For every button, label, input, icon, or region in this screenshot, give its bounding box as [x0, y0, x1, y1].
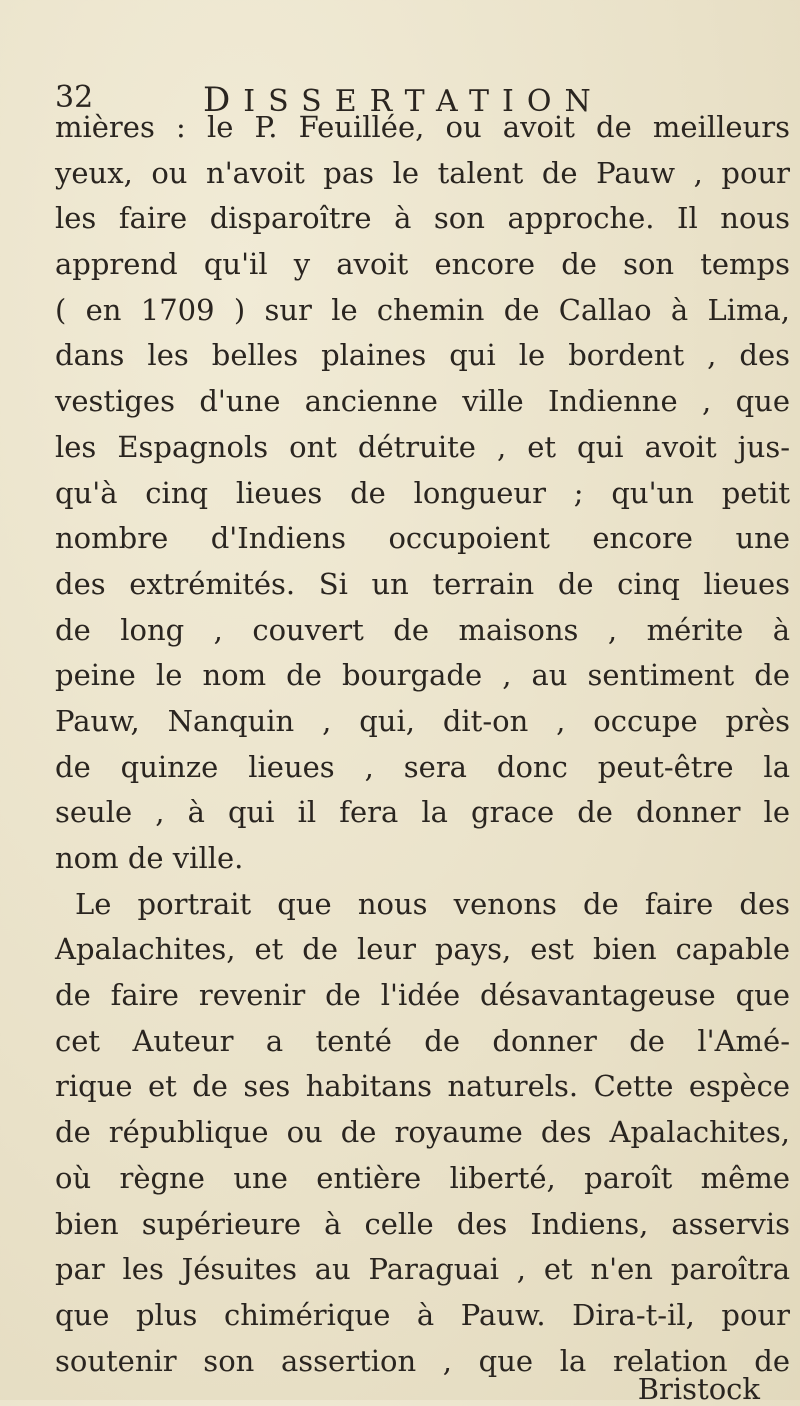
text-line: Le portrait que nous venons de faire des — [75, 886, 790, 921]
catchword: Bristock — [637, 1372, 760, 1406]
text-line: de long , couvert de maisons , mérite à — [55, 612, 790, 647]
text-line: par les Jésuites au Paraguai , et n'en paroîtra — [55, 1252, 790, 1287]
text-line: ( en 1709 ) sur le chemin de Callao à Lima, — [55, 292, 790, 327]
text-line: les faire disparoître à son approche. Il nous — [55, 201, 790, 236]
text-line: Apalachites, et de leur pays, est bien capable — [55, 932, 790, 967]
text-line: de république ou de royaume des Apalachites, — [55, 1115, 790, 1150]
running-head-initial: D — [203, 80, 244, 120]
text-line: vestiges d'une ancienne ville Indienne , que — [55, 384, 790, 419]
text-line: Pauw, Nanquin , qui, dit-on , occupe près — [55, 703, 790, 738]
text-line: seule , à qui il fera la grace de donner le — [55, 795, 790, 830]
text-line: des extrémités. Si un terrain de cinq lieues — [55, 566, 790, 601]
text-line: que plus chimérique à Pauw. Dira-t-il, pour — [55, 1297, 790, 1332]
text-line: rique et de ses habitans naturels. Cette espèce — [55, 1069, 790, 1104]
running-head-rest: ISSERTATION — [243, 84, 604, 119]
body-text — [55, 105, 790, 1384]
text-line: bien supérieure à celle des Indiens, asservis — [55, 1206, 790, 1241]
text-line: qu'à cinq lieues de longueur ; qu'un petit — [55, 475, 790, 510]
text-line: peine le nom de bourgade , au sentiment de — [55, 658, 790, 693]
text-line: les Espagnols ont détruite , et qui avoit jus- — [55, 429, 790, 464]
text-line: cet Auteur a tenté de donner de l'Amé- — [55, 1023, 790, 1058]
text-line: yeux, ou n'avoit pas le talent de Pauw , pour — [55, 155, 790, 190]
text-line: de quinze lieues , sera donc peut-être la — [55, 749, 790, 784]
text-line: de faire revenir de l'idée désavantageuse que — [55, 978, 790, 1013]
text-line: où règne une entière liberté, paroît même — [55, 1160, 790, 1195]
page-number: 32 — [55, 80, 94, 115]
text-line: dans les belles plaines qui le bordent , des — [55, 338, 790, 373]
text-line: mières : le P. Feuillée, ou avoit de meilleurs — [55, 110, 790, 144]
text-line: apprend qu'il y avoit encore de son temps — [55, 247, 790, 282]
text-line: nombre d'Indiens occupoient encore une — [55, 521, 790, 556]
text-line: soutenir son assertion , que la relation de — [55, 1343, 790, 1378]
text-line: nom de ville. — [55, 841, 244, 875]
